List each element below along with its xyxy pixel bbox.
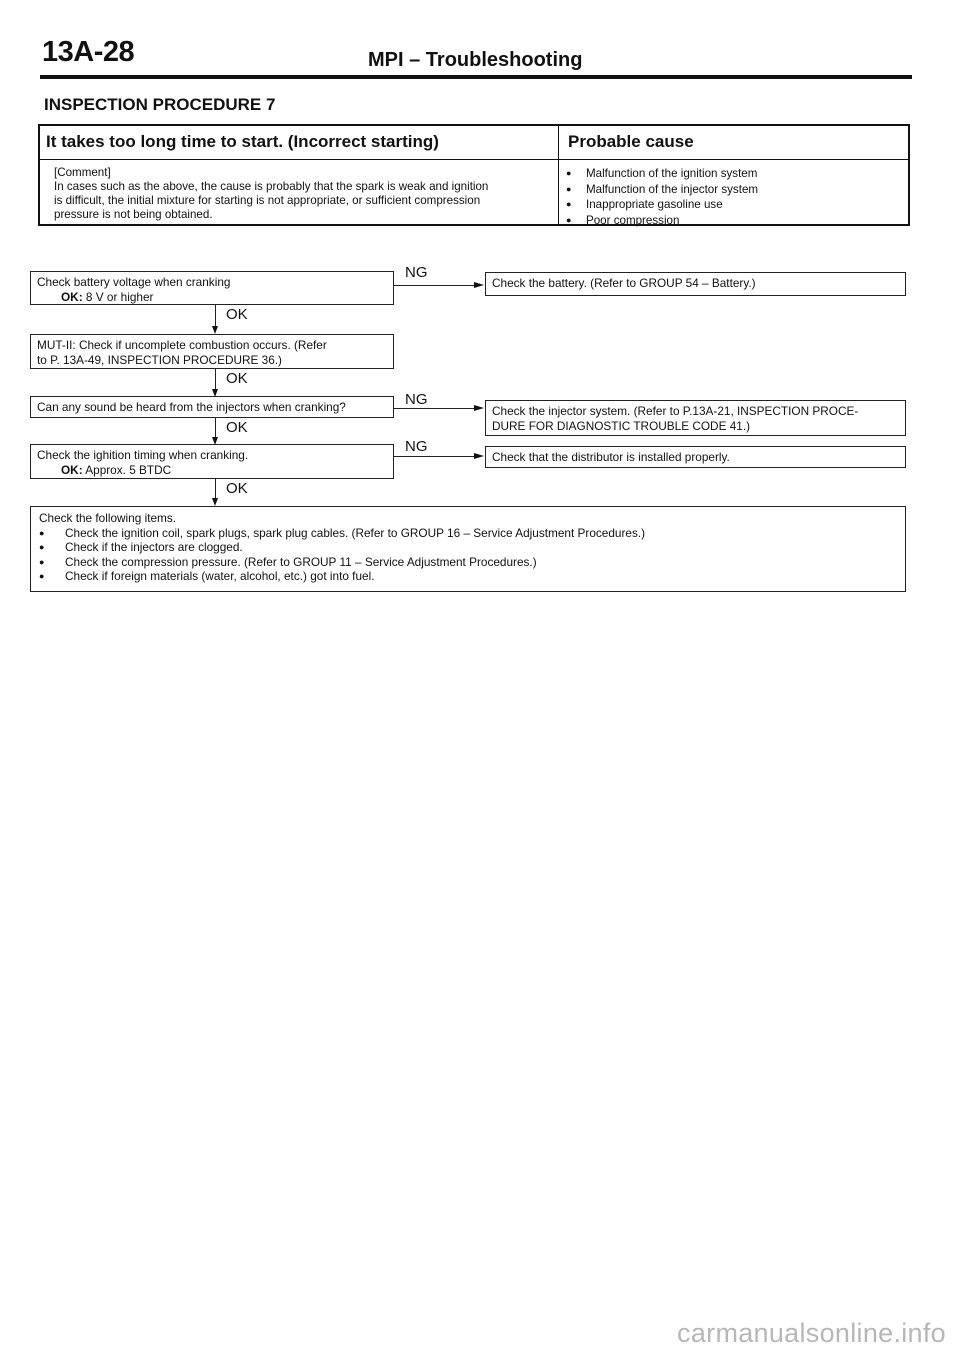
step-text: Check the injector system. (Refer to P.13A-21, INSPECTION PROCE- <box>492 404 859 418</box>
ok-value: 8 V or higher <box>85 289 154 304</box>
step-mut-check <box>30 334 394 369</box>
final-check-list <box>39 526 899 584</box>
comment-line: pressure is not being obtained. <box>54 208 213 221</box>
ng-battery-box: Check the battery. (Refer to GROUP 54 – Battery.) <box>485 272 906 296</box>
right-arrow-icon <box>474 282 484 288</box>
step-text: to P. 13A-49, INSPECTION PROCEDURE 36.) <box>37 352 282 367</box>
ng-label: NG <box>405 438 428 455</box>
step-text: Check battery voltage when cranking <box>37 275 231 289</box>
cause-item: ● Inappropriate gasoline use <box>566 197 758 213</box>
page-number: 13A-28 <box>42 36 135 68</box>
ng-injector-box <box>485 400 906 436</box>
section-title: MPI – Troubleshooting <box>368 49 583 71</box>
ng-distributor-box: Check that the distributor is installed properly. <box>485 446 906 468</box>
procedure-title: INSPECTION PROCEDURE 7 <box>44 95 276 114</box>
probable-cause-list <box>566 166 758 228</box>
summary-table <box>38 124 910 226</box>
step-injector-sound: Can any sound be heard from the injectors when cranking? <box>30 396 394 418</box>
comment-block <box>54 166 554 222</box>
ok-key: OK: <box>61 462 83 477</box>
right-arrow-icon <box>474 405 484 411</box>
ok-label: OK <box>226 306 248 323</box>
ok-key: OK: <box>61 289 83 304</box>
final-check-box <box>30 506 906 592</box>
cause-item: ● Malfunction of the injector system <box>566 182 758 198</box>
final-check-item: ● Check the compression pressure. (Refer to GROUP 11 – Service Adjustment Procedures.) <box>39 555 899 570</box>
step-text: Check the ighition timing when cranking. <box>37 448 249 462</box>
cause-item: ● Malfunction of the ignition system <box>566 166 758 182</box>
column-divider <box>558 126 559 224</box>
comment-line: In cases such as the above, the cause is probably that the spark is weak and ignition <box>54 180 489 193</box>
final-check-item: ● Check the ignition coil, spark plugs, spark plug cables. (Refer to GROUP 16 – Service Adjustment Procedures.) <box>39 526 899 541</box>
header-rule <box>40 75 912 79</box>
ng-connector <box>394 408 474 409</box>
cause-heading: Probable cause <box>568 132 694 151</box>
down-arrow-icon <box>212 498 218 506</box>
step-battery-voltage <box>30 271 394 305</box>
ng-connector <box>394 456 474 457</box>
ok-value: Approx. 5 BTDC <box>85 462 172 477</box>
ng-label: NG <box>405 391 428 408</box>
ng-connector <box>394 285 474 286</box>
ng-label: NG <box>405 264 428 281</box>
row-divider <box>40 159 908 160</box>
step-text: DURE FOR DIAGNOSTIC TROUBLE CODE 41.) <box>492 418 751 433</box>
watermark: carmanualsonline.info <box>677 1318 946 1348</box>
cause-item: ● Poor compression <box>566 213 758 229</box>
ok-label: OK <box>226 370 248 387</box>
right-arrow-icon <box>474 453 484 459</box>
comment-label: [Comment] <box>54 166 111 179</box>
ok-criteria <box>37 290 387 305</box>
final-check-item: ● Check if foreign materials (water, alcohol, etc.) got into fuel. <box>39 569 899 584</box>
down-arrow-icon <box>212 326 218 334</box>
final-check-item: ● Check if the injectors are clogged. <box>39 540 899 555</box>
comment-line: is difficult, the initial mixture for starting is not appropriate, or sufficient compression <box>54 194 481 207</box>
step-ignition-timing <box>30 444 394 479</box>
final-heading: Check the following items. <box>39 511 177 525</box>
step-text: MUT-II: Check if uncomplete combustion occurs. (Refer <box>37 338 327 352</box>
ok-criteria <box>37 463 387 478</box>
ok-label: OK <box>226 419 248 436</box>
symptom-heading: It takes too long time to start. (Incorrect starting) <box>46 132 439 151</box>
ok-label: OK <box>226 480 248 497</box>
